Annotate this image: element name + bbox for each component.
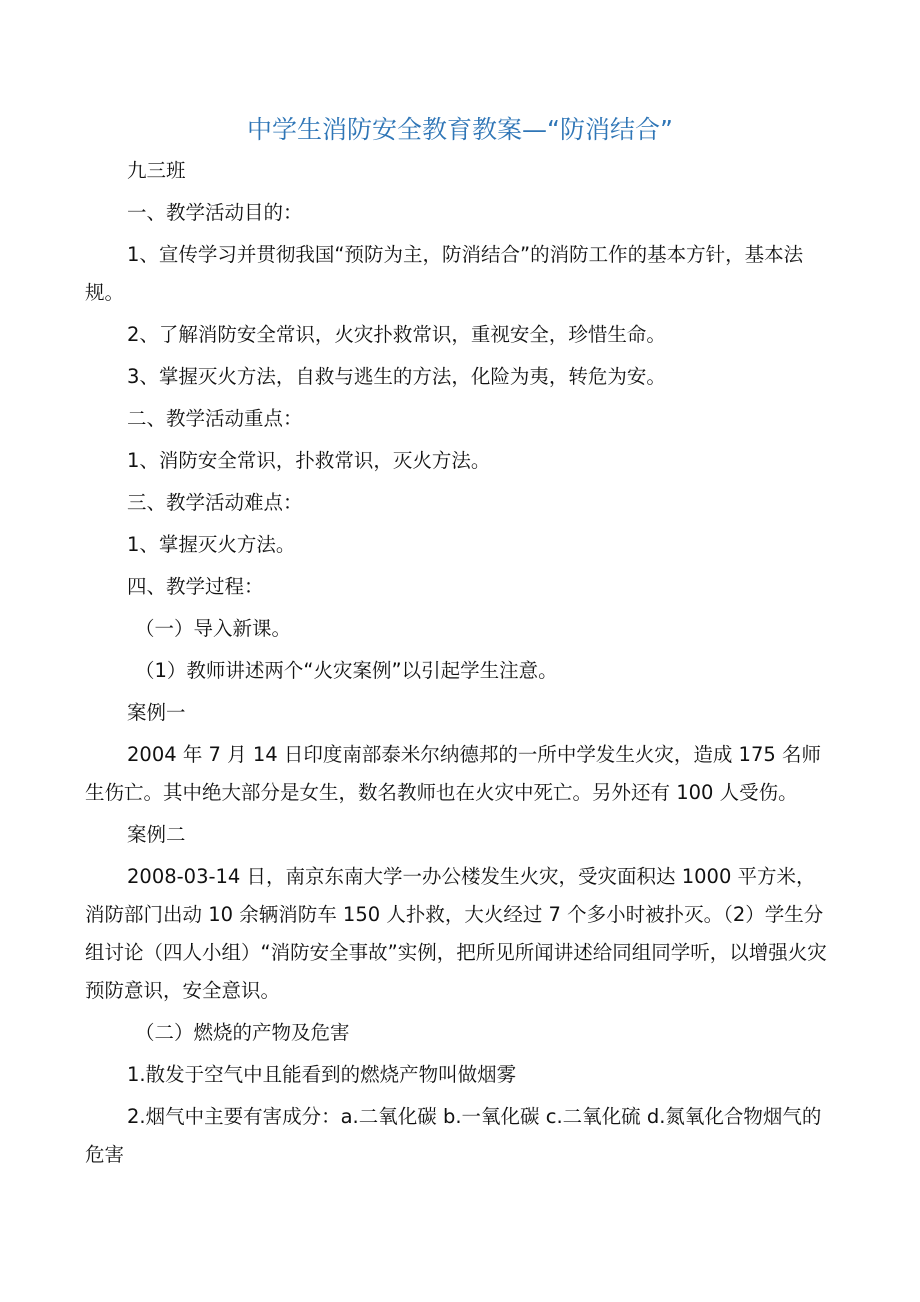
subsection-heading-combustion: （二）燃烧的产物及危害 — [135, 1021, 350, 1044]
objective-item-3: 3、掌握灭火方法，自救与逃生的方法，化险为夷，转危为安。 — [127, 365, 666, 388]
case-text-1: 2004 年 7 月 14 日印度南部泰米尔纳德邦的一所中学发生火灾，造成 175 名师生伤亡。其中绝大部分是女生，数名教师也在火灾中死亡。另外还有 100 人受伤。 — [85, 743, 821, 804]
key-point-item-1: 1、消防安全常识，扑救常识，灭火方法。 — [127, 449, 491, 472]
case-text-2: 2008-03-14 日，南京东南大学一办公楼发生火灾，受灾面积达 1000 平方米，消防部门出动 10 余辆消防车 150 人扑救，大火经过 7 个多小时被扑灭。（2）学生分组讨论（四人小组）“消防安全事故”实例，把所见所闻讲述给同组同学听，以增强火灾预防意识，安全意识。 — [85, 865, 827, 1002]
section-heading-difficulties: 三、教学活动难点： — [127, 491, 303, 514]
objective-item-1: 1、宣传学习并贯彻我国“预防为主，防消结合”的消防工作的基本方针，基本法规。 — [85, 243, 804, 304]
section-heading-process: 四、教学过程： — [127, 575, 264, 598]
document-body — [85, 152, 833, 1174]
document-title: 中学生消防安全教育教案—“防消结合” — [247, 115, 673, 144]
difficulty-item-1: 1、掌握灭火方法。 — [127, 533, 296, 556]
section-heading-key-points: 二、教学活动重点： — [127, 407, 303, 430]
objective-item-2: 2、了解消防安全常识，火灾扑救常识，重视安全，珍惜生命。 — [127, 323, 666, 346]
class-name: 九三班 — [127, 159, 186, 182]
case-heading-2: 案例二 — [127, 823, 186, 846]
combustion-item-2: 2.烟气中主要有害成分：a.二氧化碳 b.一氧化碳 c.二氧化硫 d.氮氧化合物烟气的危害 — [85, 1105, 822, 1166]
case-heading-1: 案例一 — [127, 701, 186, 724]
section-heading-objectives: 一、教学活动目的： — [127, 201, 303, 224]
combustion-item-1: 1.散发于空气中且能看到的燃烧产物叫做烟雾 — [127, 1063, 517, 1086]
subsection-heading-intro: （一）导入新课。 — [135, 617, 292, 640]
process-step-1: （1）教师讲述两个“火灾案例”以引起学生注意。 — [135, 659, 558, 682]
